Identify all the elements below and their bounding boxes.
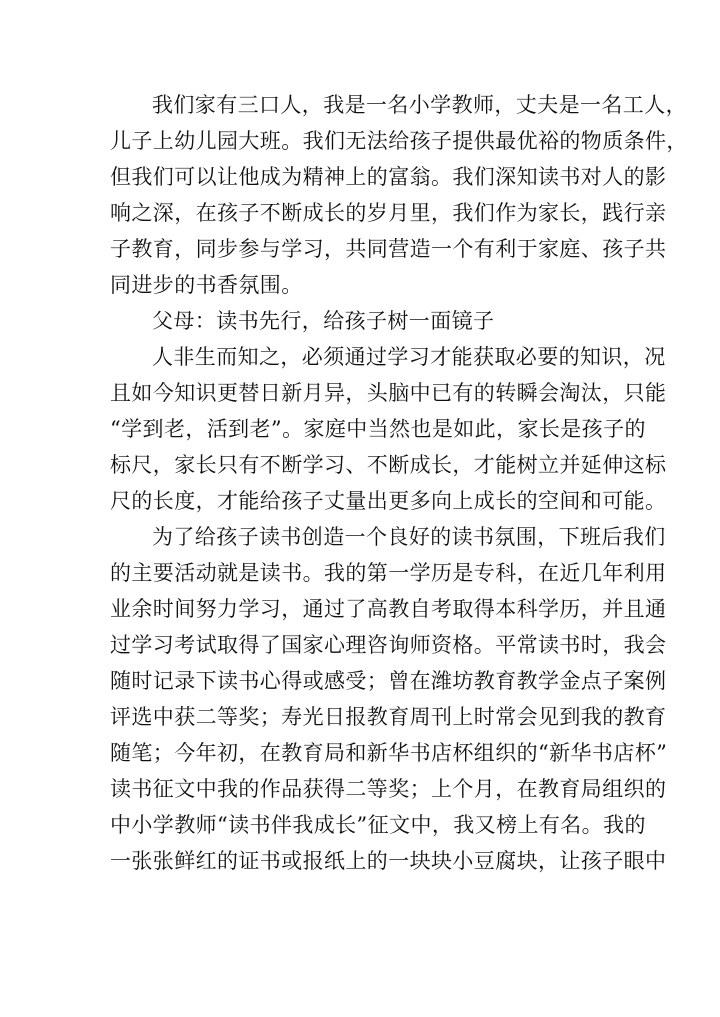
- paragraph-3-line-6: 评选中获二等奖；寿光日报教育周刊上时常会见到我的教育: [110, 705, 667, 729]
- paragraph-2-line-4: 标尺，家长只有不断学习、不断成长，才能树立并延伸这标: [110, 453, 667, 477]
- paragraph-2-line-1: 人非生而知之，必须通过学习才能获取必要的知识，况: [152, 345, 666, 369]
- paragraph-1-line-4: 响之深，在孩子不断成长的岁月里，我们作为家长，践行亲: [110, 201, 667, 225]
- paragraph-1-line-1: 我们家有三口人，我是一名小学教师，丈夫是一名工人，: [152, 93, 687, 117]
- paragraph-1-line-5: 子教育，同步参与学习，共同营造一个有利于家庭、孩子共: [110, 237, 667, 261]
- paragraph-3-line-5: 随时记录下读书心得或感受；曾在潍坊教育教学金点子案例: [110, 669, 667, 693]
- paragraph-1-line-6: 同进步的书香氛围。: [110, 273, 303, 297]
- paragraph-3-line-1: 为了给孩子读书创造一个良好的读书氛围，下班后我们: [152, 525, 666, 549]
- paragraph-2-line-3: “学到老，活到老”。家庭中当然也是如此，家长是孩子的: [110, 417, 646, 441]
- paragraph-1-line-3: 但我们可以让他成为精神上的富翁。我们深知读书对人的影: [110, 165, 667, 189]
- section-heading: 父母：读书先行，给孩子树一面镜子: [152, 309, 495, 333]
- paragraph-1-line-2: 儿子上幼儿园大班。我们无法给孩子提供最优裕的物质条件，: [110, 129, 688, 153]
- paragraph-3-line-9: 中小学教师“读书伴我成长”征文中，我又榜上有名。我的: [110, 813, 646, 837]
- paragraph-3-line-8: 读书征文中我的作品获得二等奖；上个月，在教育局组织的: [110, 777, 667, 801]
- paragraph-2-line-2: 且如今知识更替日新月异，头脑中已有的转瞬会淘汰，只能: [110, 381, 667, 405]
- paragraph-3-line-3: 业余时间努力学习，通过了高教自考取得本科学历，并且通: [110, 597, 667, 621]
- paragraph-2-line-5: 尺的长度，才能给孩子丈量出更多向上成长的空间和可能。: [110, 489, 667, 513]
- paragraph-3-line-7: 随笔；今年初，在教育局和新华书店杯组织的“新华书店杯”: [110, 741, 668, 765]
- paragraph-3-line-10: 一张张鲜红的证书或报纸上的一块块小豆腐块，让孩子眼中: [110, 849, 667, 873]
- paragraph-3-line-2: 的主要活动就是读书。我的第一学历是专科，在近几年利用: [110, 561, 667, 585]
- paragraph-3-line-4: 过学习考试取得了国家心理咨询师资格。平常读书时，我会: [110, 633, 667, 657]
